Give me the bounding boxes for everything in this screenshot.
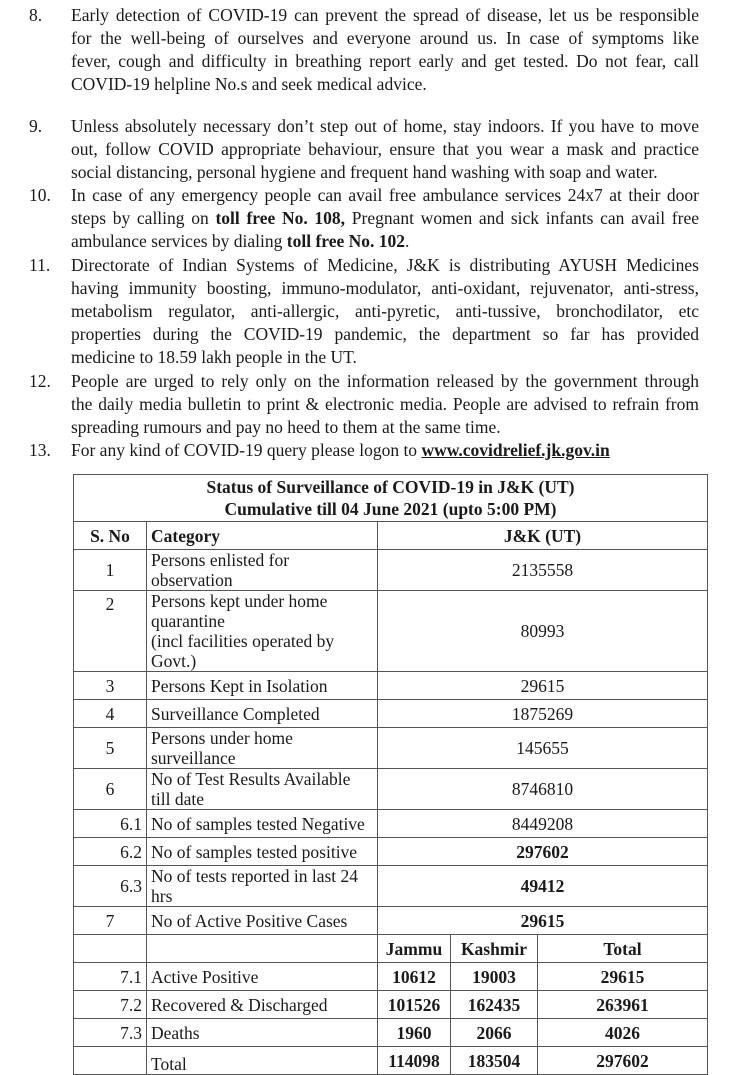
surveillance-status-table bbox=[73, 474, 708, 1075]
row-value: 29615 bbox=[378, 907, 708, 935]
table-row bbox=[74, 866, 708, 907]
row-sno: 5 bbox=[74, 728, 147, 769]
table-row bbox=[74, 672, 708, 700]
row-sno: 7 bbox=[74, 907, 147, 935]
text-line: fever, cough and difficulty in breathing report early and get tested. Do not fear, call bbox=[71, 51, 699, 71]
text-line: medicine to 18.59 lakh people in the UT. bbox=[71, 347, 357, 367]
text-line: properties during the COVID-19 pandemic, the department so far has provided bbox=[71, 324, 699, 344]
table-title bbox=[74, 475, 708, 522]
text-line: out, follow COVID appropriate behaviour, ensure that you wear a mask and practice bbox=[71, 139, 699, 159]
empty-cell bbox=[74, 935, 147, 963]
sub-table-row bbox=[74, 1019, 708, 1047]
text-line: Unless absolutely necessary don’t step out of home, stay indoors. If you have to move bbox=[71, 116, 699, 136]
row-category: Recovered & Discharged bbox=[147, 991, 378, 1019]
row-category: Active Positive bbox=[147, 963, 378, 991]
text-line: Directorate of Indian Systems of Medicine, J&K is distributing AYUSH Medicines bbox=[71, 255, 699, 275]
item-text bbox=[71, 370, 699, 439]
toll-free-108: toll free No. 108, bbox=[215, 208, 346, 228]
sub-header-total: Total bbox=[538, 935, 708, 963]
covidrelief-website-link[interactable]: www.covidrelief.jk.gov.in bbox=[421, 440, 610, 460]
text-line: social distancing, personal hygiene and frequent hand washing with soap and water. bbox=[71, 162, 658, 182]
row-sno: 7.3 bbox=[74, 1019, 147, 1047]
row-sno: 7.1 bbox=[74, 963, 147, 991]
sub-table-row bbox=[74, 963, 708, 991]
value-kashmir: 183504 bbox=[451, 1047, 538, 1075]
row-sno: 1 bbox=[74, 550, 147, 591]
sub-table-total-row bbox=[74, 1047, 708, 1075]
value-kashmir: 2066 bbox=[451, 1019, 538, 1047]
value-jammu: 10612 bbox=[378, 963, 451, 991]
row-category: Persons Kept in Isolation bbox=[147, 672, 378, 700]
value-total: 297602 bbox=[538, 1047, 708, 1075]
value-total: 4026 bbox=[538, 1019, 708, 1047]
row-value: 8449208 bbox=[378, 810, 708, 838]
item-text bbox=[71, 439, 699, 462]
row-sno: 6.3 bbox=[74, 866, 147, 907]
text-line bbox=[71, 207, 699, 230]
text-fragment: For any kind of COVID-19 query please logon to bbox=[71, 440, 422, 460]
text-line: People are urged to rely only on the information released by the government through bbox=[71, 371, 699, 391]
row-category-line-2: (incl facilities operated by Govt.) bbox=[151, 631, 335, 671]
text-line: In case of any emergency people can avail free ambulance services 24x7 at their door bbox=[71, 185, 699, 205]
text-line: the daily media bulletin to print & electronic media. People are advised to refrain from bbox=[71, 394, 699, 414]
text-line bbox=[71, 230, 699, 253]
item-number: 11. bbox=[29, 255, 51, 275]
row-value: 145655 bbox=[378, 728, 708, 769]
row-category: Deaths bbox=[147, 1019, 378, 1047]
row-sno: 4 bbox=[74, 700, 147, 728]
table-row bbox=[74, 769, 708, 810]
table-title-line-2: Cumulative till 04 June 2021 (upto 5:00 PM) bbox=[224, 499, 557, 519]
row-category: No of tests reported in last 24 hrs bbox=[147, 866, 378, 907]
row-value: 80993 bbox=[378, 591, 708, 672]
table-row bbox=[74, 728, 708, 769]
row-value: 1875269 bbox=[378, 700, 708, 728]
value-total: 263961 bbox=[538, 991, 708, 1019]
row-value: 49412 bbox=[378, 866, 708, 907]
header-jk-ut: J&K (UT) bbox=[378, 522, 708, 550]
value-kashmir: 162435 bbox=[451, 991, 538, 1019]
toll-free-102: toll free No. 102 bbox=[286, 231, 406, 251]
text-line: Early detection of COVID-19 can prevent the spread of disease, let us be responsible bbox=[71, 5, 699, 25]
value-total: 29615 bbox=[538, 963, 708, 991]
value-kashmir: 19003 bbox=[451, 963, 538, 991]
row-sno: 3 bbox=[74, 672, 147, 700]
sub-header-jammu: Jammu bbox=[378, 935, 451, 963]
header-sno: S. No bbox=[74, 522, 147, 550]
row-category: Persons enlisted for observation bbox=[147, 550, 378, 591]
value-jammu: 1960 bbox=[378, 1019, 451, 1047]
text-line bbox=[71, 439, 699, 462]
table-row bbox=[74, 838, 708, 866]
item-text bbox=[71, 184, 699, 253]
text-line: for the well-being of ourselves and everyone around us. In case of symptoms like bbox=[71, 28, 699, 48]
sub-table-row bbox=[74, 991, 708, 1019]
text-fragment: steps by calling on bbox=[71, 208, 216, 228]
text-line: metabolism regulator, anti-allergic, anti-pyretic, anti-tussive, bronchodilator, etc bbox=[71, 301, 699, 321]
header-category: Category bbox=[147, 522, 378, 550]
text-line: having immunity boosting, immuno-modulator, anti-oxidant, rejuvenator, anti-stress, bbox=[71, 278, 699, 298]
row-sno: 6 bbox=[74, 769, 147, 810]
table-row bbox=[74, 700, 708, 728]
table-header-row bbox=[74, 522, 708, 550]
row-category-line-1: Persons kept under home quarantine bbox=[151, 591, 328, 631]
row-value: 29615 bbox=[378, 672, 708, 700]
row-category: Persons under home surveillance bbox=[147, 728, 378, 769]
item-number: 8. bbox=[29, 5, 43, 25]
row-value: 8746810 bbox=[378, 769, 708, 810]
text-fragment: Pregnant women and sick infants can avail free bbox=[345, 208, 699, 228]
row-category: No of samples tested Negative bbox=[147, 810, 378, 838]
table-row bbox=[74, 550, 708, 591]
table-row bbox=[74, 591, 708, 672]
text-line: spreading rumours and pay no heed to them at the same time. bbox=[71, 417, 501, 437]
item-text bbox=[71, 4, 699, 96]
empty-cell bbox=[147, 935, 378, 963]
sub-header-row bbox=[74, 935, 708, 963]
row-category: Surveillance Completed bbox=[147, 700, 378, 728]
item-number: 10. bbox=[29, 185, 51, 205]
item-number: 13. bbox=[29, 440, 51, 460]
row-category: No of Test Results Available till date bbox=[147, 769, 378, 810]
table-title-line-1: Status of Surveillance of COVID-19 in J&K (UT) bbox=[206, 477, 575, 497]
item-number: 12. bbox=[29, 371, 51, 391]
row-category: No of Active Positive Cases bbox=[147, 907, 378, 935]
table-row bbox=[74, 810, 708, 838]
sub-header-kashmir: Kashmir bbox=[451, 935, 538, 963]
row-category: No of samples tested positive bbox=[147, 838, 378, 866]
row-value: 297602 bbox=[378, 838, 708, 866]
row-sno bbox=[74, 1047, 147, 1075]
row-category: Total bbox=[147, 1047, 378, 1075]
item-number: 9. bbox=[29, 116, 43, 136]
row-sno: 7.2 bbox=[74, 991, 147, 1019]
row-value: 2135558 bbox=[378, 550, 708, 591]
text-line: COVID-19 helpline No.s and seek medical advice. bbox=[71, 74, 427, 94]
item-text bbox=[71, 254, 699, 369]
table-row bbox=[74, 907, 708, 935]
text-fragment: ambulance services by dialing bbox=[71, 231, 287, 251]
row-category bbox=[147, 591, 378, 672]
value-jammu: 101526 bbox=[378, 991, 451, 1019]
row-sno: 6.1 bbox=[74, 810, 147, 838]
row-sno: 2 bbox=[74, 591, 147, 672]
row-sno: 6.2 bbox=[74, 838, 147, 866]
item-text bbox=[71, 115, 699, 184]
value-jammu: 114098 bbox=[378, 1047, 451, 1075]
text-fragment: . bbox=[405, 231, 410, 251]
